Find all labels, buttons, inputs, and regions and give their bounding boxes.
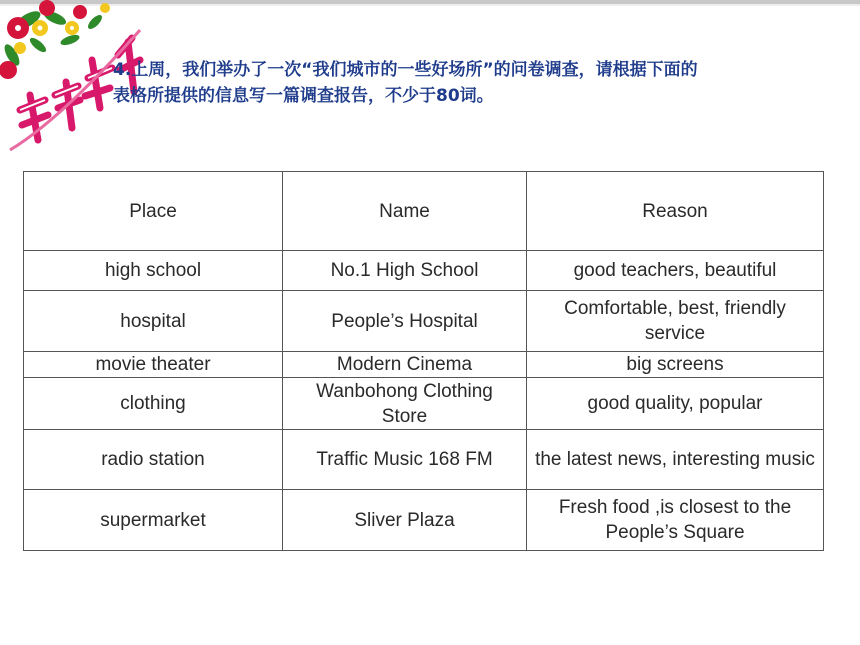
cell-place: movie theater [24, 352, 283, 378]
table-header-row [24, 172, 824, 251]
table-row [24, 291, 824, 352]
cell-name: Traffic Music 168 FM [283, 430, 527, 490]
cell-place: supermarket [24, 490, 283, 551]
cell-name: Wanbohong Clothing Store [283, 378, 527, 430]
cell-reason: good quality, popular [527, 378, 824, 430]
cell-reason: Comfortable, best, friendly service [527, 291, 824, 352]
table-row [24, 352, 824, 378]
cell-reason: Fresh food ,is closest to the People’s Square [527, 490, 824, 551]
survey-table [23, 171, 824, 551]
cell-place: hospital [24, 291, 283, 352]
cell-place: high school [24, 251, 283, 291]
cell-name: No.1 High School [283, 251, 527, 291]
cell-name: People’s Hospital [283, 291, 527, 352]
header-reason: Reason [527, 172, 824, 251]
cell-reason: big screens [527, 352, 824, 378]
cell-name: Modern Cinema [283, 352, 527, 378]
table-row [24, 378, 824, 430]
table-row [24, 430, 824, 490]
header-name: Name [283, 172, 527, 251]
cell-place: radio station [24, 430, 283, 490]
question-number: 4 [113, 60, 125, 80]
cell-reason: good teachers, beautiful [527, 251, 824, 291]
cell-name: Sliver Plaza [283, 490, 527, 551]
question-text: .上周，我们举办了一次“我们城市的一些好场所”的问卷调查，请根据下面的表格所提供的信息写一篇调查报告，不少于80词。 [113, 60, 698, 106]
header-place: Place [24, 172, 283, 251]
cell-reason: the latest news, interesting music [527, 430, 824, 490]
table-row [24, 251, 824, 291]
table-row [24, 490, 824, 551]
cell-place: clothing [24, 378, 283, 430]
question-prompt [113, 57, 713, 109]
